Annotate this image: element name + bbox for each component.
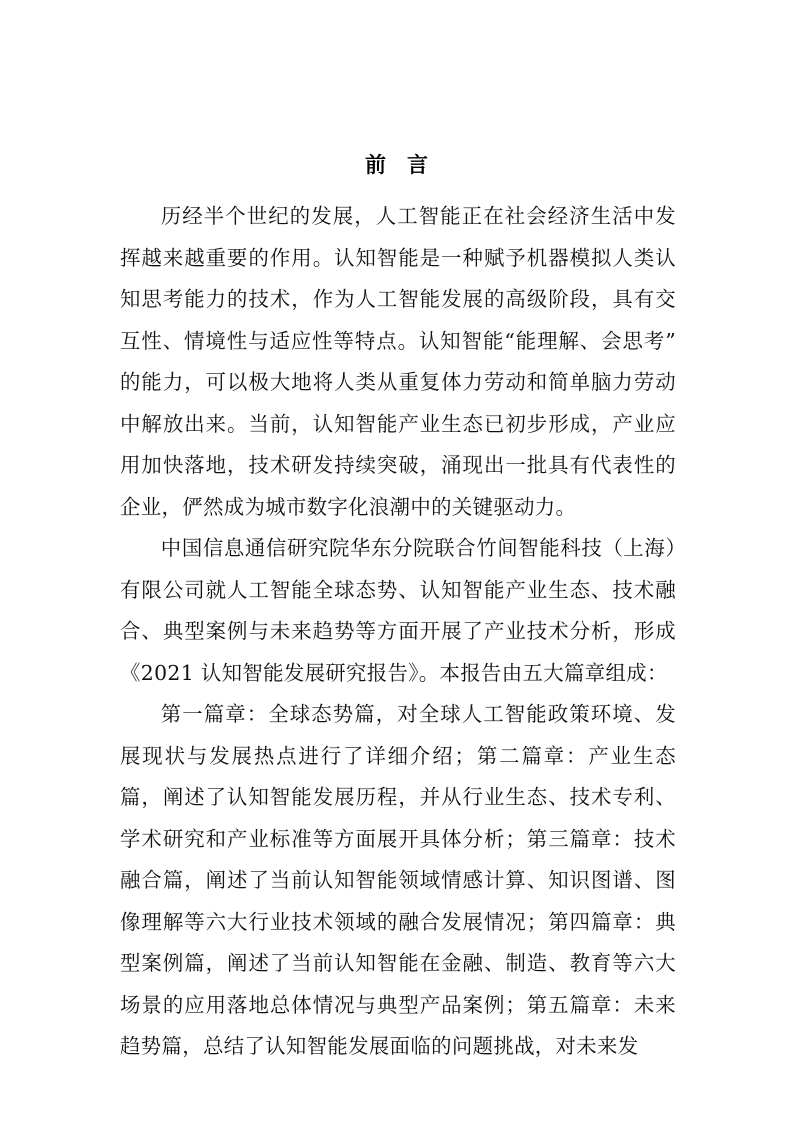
paragraph-report-origin: 中国信息通信研究院华东分院联合竹间智能科技（上海）有限公司就人工智能全球态势、认知智能产业生态、技术融合、典型案例与未来趋势等方面开展了产业技术分析，形成《2021 认知智能发展研究报告》。本报告由五大篇章组成： [120,536,676,685]
page-title: 前 言 [365,153,428,177]
paragraph-chapter-overview: 第一篇章：全球态势篇，对全球人工智能政策环境、发展现状与发展热点进行了详细介绍；第二篇章：产业生态篇，阐述了认知智能发展历程，并从行业生态、技术专利、学术研究和产业标准等方面展开具体分析；第三篇章：技术融合篇，阐述了当前认知智能领域情感计算、知识图谱、图像理解等六大行业技术领域的融合发展情况；第四篇章：典型案例篇，阐述了当前认知智能在金融、制造、教育等六大场景的应用落地总体情况与典型产品案例；第五篇章：未来趋势篇，总结了认知智能发展面临的问题挑战，对未来发 [120,702,676,1058]
document-body [120,196,676,1068]
paragraph-intro-ai-cognitive: 历经半个世纪的发展，人工智能正在社会经济生活中发挥越来越重要的作用。认知智能是一种赋予机器模拟人类认知思考能力的技术，作为人工智能发展的高级阶段，具有交互性、情境性与适应性等特点。认知智能“能理解、会思考”的能力，可以极大地将人类从重复体力劳动和简单脑力劳动中解放出来。当前，认知智能产业生态已初步形成，产业应用加快落地，技术研发持续突破，涌现出一批具有代表性的企业，俨然成为城市数字化浪潮中的关键驱动力。 [120,204,676,519]
